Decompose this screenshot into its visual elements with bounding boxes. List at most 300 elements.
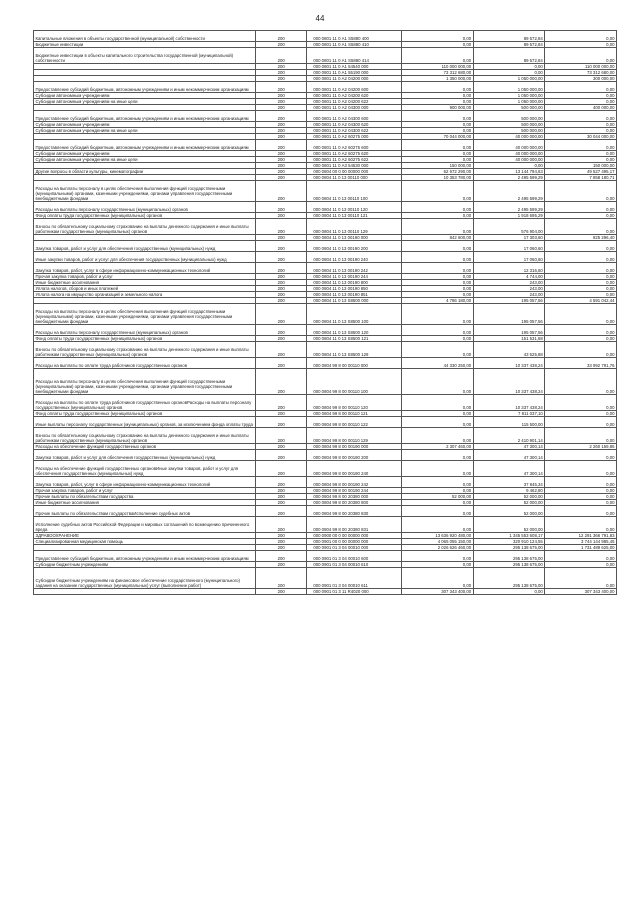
- row-executed-cell: 13 144 794,63: [473, 169, 545, 175]
- row-approved-cell: 0,00: [402, 181, 474, 202]
- table-row: [34, 219, 617, 235]
- row-budget-code-cell: 000 0804 99 8 00 00190 000: [307, 444, 402, 450]
- row-name-cell: Закупка товаров, работ, услуг в сфере информационно-коммуникационных технологий: [34, 477, 256, 488]
- row-line-code-cell: 200: [256, 369, 307, 395]
- row-approved-cell: 0,00: [402, 151, 474, 157]
- row-budget-code-cell: 000 0804 11 0 13 00110 120: [307, 202, 402, 213]
- row-budget-code-cell: 000 0804 11 0 13 00110 129: [307, 219, 402, 235]
- row-unexecuted-cell: 0,00: [545, 304, 617, 325]
- row-name-cell: Субсидии автономным учреждениям на иные цели: [34, 157, 256, 163]
- table-row: [34, 477, 617, 488]
- row-name-cell: Расходы на выплаты персоналу государственных (муниципальных) органов: [34, 325, 256, 336]
- row-line-code-cell: 200: [256, 533, 307, 539]
- row-approved-cell: 110 000 000,00: [402, 64, 474, 70]
- row-unexecuted-cell: 0,00: [545, 122, 617, 128]
- row-unexecuted-cell: 49 527 495,17: [545, 169, 617, 175]
- row-executed-cell: 40 000 000,00: [473, 151, 545, 157]
- row-approved-cell: 0,00: [402, 500, 474, 506]
- row-unexecuted-cell: 0,00: [545, 369, 617, 395]
- row-name-cell: Предоставление субсидий бюджетным, автономным учреждениям и иным некоммерческим организациям: [34, 140, 256, 151]
- row-budget-code-cell: 000 0804 11 0 13 00110 121: [307, 213, 402, 219]
- row-line-code-cell: 200: [256, 292, 307, 298]
- row-budget-code-cell: 000 0804 99 8 00 20380 800: [307, 500, 402, 506]
- row-budget-code-cell: 000 0801 11 0 А2 04300 600: [307, 111, 402, 122]
- row-name-cell: Взносы по обязательному социальному страхованию на выплаты денежного содержания и иные выплаты работникам государственных (муниципальных) органов: [34, 342, 256, 358]
- row-line-code-cell: 200: [256, 70, 307, 76]
- row-line-code-cell: 200: [256, 134, 307, 140]
- row-name-cell: Бюджетные инвестиции в объекты капитального строительства государственной (муниципальной) собственности: [34, 48, 256, 64]
- row-approved-cell: 0,00: [402, 517, 474, 533]
- row-line-code-cell: 200: [256, 450, 307, 461]
- row-executed-cell: 1 050 000,00: [473, 99, 545, 105]
- row-unexecuted-cell: 150 000,00: [545, 163, 617, 169]
- row-line-code-cell: 200: [256, 589, 307, 595]
- row-unexecuted-cell: 33 992 791,76: [545, 358, 617, 369]
- row-unexecuted-cell: 300 000,00: [545, 76, 617, 82]
- row-unexecuted-cell: 0,00: [545, 111, 617, 122]
- row-approved-cell: 0,00: [402, 31, 474, 42]
- row-budget-code-cell: 000 0804 99 8 00 00110 000: [307, 358, 402, 369]
- row-executed-cell: 0,00: [473, 70, 545, 76]
- row-approved-cell: 4 065 055 150,00: [402, 539, 474, 545]
- row-unexecuted-cell: 0,00: [545, 202, 617, 213]
- row-executed-cell: 500 000,00: [473, 122, 545, 128]
- row-line-code-cell: 200: [256, 411, 307, 417]
- row-budget-code-cell: 000 0804 11 0 13 00190 850: [307, 286, 402, 292]
- row-budget-code-cell: 000 0804 11 0 13 00190 240: [307, 252, 402, 263]
- row-unexecuted-cell: 0,00: [545, 82, 617, 93]
- table-row: [34, 169, 617, 175]
- row-line-code-cell: 200: [256, 82, 307, 93]
- row-line-code-cell: 200: [256, 181, 307, 202]
- row-budget-code-cell: 000 0804 11 0 13 S8500 000: [307, 298, 402, 304]
- table-row: [34, 140, 617, 151]
- row-name-cell: [34, 589, 256, 595]
- row-executed-cell: 0,00: [473, 64, 545, 70]
- row-line-code-cell: 200: [256, 488, 307, 494]
- row-name-cell: Расходы на обеспечение функций государственных органов: [34, 444, 256, 450]
- row-name-cell: Субсидии автономным учреждениям: [34, 151, 256, 157]
- table-row: [34, 417, 617, 428]
- row-executed-cell: 1 918 695,29: [473, 213, 545, 219]
- row-budget-code-cell: 000 0804 11 0 13 00190 851: [307, 292, 402, 298]
- row-budget-code-cell: 000 0804 99 8 00 00110 122: [307, 417, 402, 428]
- row-line-code-cell: 200: [256, 263, 307, 274]
- row-name-cell: Закупка товаров, работ и услуг для обеспечения государственных (муниципальных) нужд: [34, 450, 256, 461]
- row-name-cell: Капитальные вложения в объекты государственной (муниципальной) собственности: [34, 31, 256, 42]
- row-approved-cell: 0,00: [402, 417, 474, 428]
- row-approved-cell: 0,00: [402, 506, 474, 517]
- page-number: 44: [315, 14, 325, 23]
- row-unexecuted-cell: 4 591 042,44: [545, 298, 617, 304]
- table-row: [34, 395, 617, 411]
- row-line-code-cell: 200: [256, 169, 307, 175]
- row-approved-cell: 842 600,00: [402, 235, 474, 241]
- row-approved-cell: 0,00: [402, 292, 474, 298]
- table-body: [34, 31, 617, 595]
- row-unexecuted-cell: 0,00: [545, 181, 617, 202]
- row-line-code-cell: 200: [256, 105, 307, 111]
- row-executed-cell: 47 300,14: [473, 444, 545, 450]
- row-unexecuted-cell: 0,00: [545, 395, 617, 411]
- row-line-code-cell: 200: [256, 241, 307, 252]
- table-row: [34, 589, 617, 595]
- row-unexecuted-cell: 0,00: [545, 219, 617, 235]
- row-line-code-cell: 200: [256, 428, 307, 444]
- row-name-cell: Субсидии автономным учреждениям на иные цели: [34, 128, 256, 134]
- row-line-code-cell: 200: [256, 286, 307, 292]
- table-row: [34, 444, 617, 450]
- row-unexecuted-cell: 0,00: [545, 93, 617, 99]
- row-name-cell: Уплата налога на имущество организаций и земельного налога: [34, 292, 256, 298]
- row-name-cell: Прочие выплаты по обязательствам государства: [34, 494, 256, 500]
- row-executed-cell: 500 000,00: [473, 111, 545, 122]
- table-row: [34, 494, 617, 500]
- table-row: [34, 428, 617, 444]
- row-approved-cell: 0,00: [402, 336, 474, 342]
- row-approved-cell: 0,00: [402, 82, 474, 93]
- row-unexecuted-cell: 0,00: [545, 477, 617, 488]
- row-name-cell: Расходы на выплаты персоналу в целях обеспечения выполнения функций государственными (муниципальными) органами, казенными учреждениями, органами управления государственными внебюджетными фондами: [34, 369, 256, 395]
- row-line-code-cell: 200: [256, 202, 307, 213]
- row-name-cell: Субсидии автономным учреждениям: [34, 93, 256, 99]
- row-budget-code-cell: 000 0804 11 0 13 00190 244: [307, 274, 402, 280]
- row-approved-cell: 0,00: [402, 488, 474, 494]
- row-budget-code-cell: 000 0801 11 0 А1 S5880 414: [307, 48, 402, 64]
- row-unexecuted-cell: 0,00: [545, 342, 617, 358]
- row-approved-cell: 0,00: [402, 325, 474, 336]
- row-budget-code-cell: 000 0804 11 0 13 00110 100: [307, 181, 402, 202]
- row-approved-cell: 70 044 000,00: [402, 134, 474, 140]
- row-approved-cell: 0,00: [402, 93, 474, 99]
- row-line-code-cell: 200: [256, 417, 307, 428]
- row-name-cell: Расходы на выплаты по оплате труда работников государственных органов: [34, 358, 256, 369]
- row-executed-cell: 0,00: [473, 589, 545, 595]
- row-approved-cell: 0,00: [402, 286, 474, 292]
- row-unexecuted-cell: 0,00: [545, 292, 617, 298]
- row-executed-cell: 40 000 000,00: [473, 157, 545, 163]
- row-name-cell: Расходы на обеспечение функций государственных органовИные закупки товаров, работ и услуг для обеспечения государственных (муниципальных) нужд: [34, 461, 256, 477]
- table-row: [34, 568, 617, 589]
- row-line-code-cell: 200: [256, 500, 307, 506]
- row-budget-code-cell: 000 0804 99 8 00 00190 242: [307, 477, 402, 488]
- table-row: [34, 213, 617, 219]
- row-executed-cell: 7 811 037,10: [473, 411, 545, 417]
- row-unexecuted-cell: 0,00: [545, 42, 617, 48]
- row-executed-cell: 10 337 438,24: [473, 358, 545, 369]
- row-executed-cell: 195 057,56: [473, 325, 545, 336]
- table-row: [34, 450, 617, 461]
- row-budget-code-cell: 000 0804 11 0 13 S8500 120: [307, 325, 402, 336]
- row-approved-cell: 0,00: [402, 280, 474, 286]
- row-executed-cell: 243,00: [473, 280, 545, 286]
- table-row: [34, 263, 617, 274]
- row-line-code-cell: 200: [256, 325, 307, 336]
- row-name-cell: Уплата налогов, сборов и иных платежей: [34, 286, 256, 292]
- row-budget-code-cell: 000 0804 99 8 00 20380 830: [307, 506, 402, 517]
- row-line-code-cell: 200: [256, 539, 307, 545]
- row-unexecuted-cell: 0,00: [545, 213, 617, 219]
- row-budget-code-cell: 000 0801 11 0 А2 04200 622: [307, 99, 402, 105]
- table-row: [34, 358, 617, 369]
- row-executed-cell: 115 500,00: [473, 417, 545, 428]
- row-name-cell: Иные бюджетные ассигнования: [34, 500, 256, 506]
- row-approved-cell: 73 312 680,00: [402, 70, 474, 76]
- row-budget-code-cell: 000 0804 99 8 00 00110 129: [307, 428, 402, 444]
- table-row: [34, 241, 617, 252]
- row-executed-cell: 1 050 000,00: [473, 93, 545, 99]
- row-approved-cell: 0,00: [402, 461, 474, 477]
- row-approved-cell: 0,00: [402, 128, 474, 134]
- row-approved-cell: 0,00: [402, 551, 474, 562]
- row-unexecuted-cell: 0,00: [545, 428, 617, 444]
- row-unexecuted-cell: 825 296,40: [545, 235, 617, 241]
- row-executed-cell: 151 531,68: [473, 336, 545, 342]
- row-executed-cell: 2 410 901,14: [473, 428, 545, 444]
- table-row: [34, 336, 617, 342]
- row-unexecuted-cell: 0,00: [545, 128, 617, 134]
- row-unexecuted-cell: 0,00: [545, 551, 617, 562]
- table-row: [34, 48, 617, 64]
- row-unexecuted-cell: 2 260 159,86: [545, 444, 617, 450]
- table-row: [34, 517, 617, 533]
- row-executed-cell: 10 337 438,24: [473, 395, 545, 411]
- row-line-code-cell: 200: [256, 477, 307, 488]
- row-budget-code-cell: 000 0801 11 0 А2 04300 620: [307, 122, 402, 128]
- row-approved-cell: 0,00: [402, 42, 474, 48]
- row-line-code-cell: 200: [256, 568, 307, 589]
- table-row: [34, 128, 617, 134]
- row-name-cell: Расходы на выплаты персоналу государственных (муниципальных) органов: [34, 202, 256, 213]
- row-executed-cell: 295 138 675,00: [473, 545, 545, 551]
- row-budget-code-cell: 000 0804 00 0 00 00000 000: [307, 169, 402, 175]
- row-line-code-cell: 200: [256, 213, 307, 219]
- row-budget-code-cell: 000 0804 99 8 00 00190 240: [307, 461, 402, 477]
- row-executed-cell: 500 000,00: [473, 105, 545, 111]
- row-budget-code-cell: 000 0804 99 8 00 00190 244: [307, 488, 402, 494]
- row-line-code-cell: 200: [256, 111, 307, 122]
- row-budget-code-cell: 000 0801 11 0 А2 04300 000: [307, 105, 402, 111]
- row-executed-cell: 295 138 675,00: [473, 551, 545, 562]
- row-executed-cell: 40 000 000,00: [473, 140, 545, 151]
- row-name-cell: Фонд оплаты труда государственных (муниципальных) органов: [34, 213, 256, 219]
- row-executed-cell: 295 138 675,00: [473, 568, 545, 589]
- row-line-code-cell: 200: [256, 157, 307, 163]
- row-line-code-cell: 200: [256, 122, 307, 128]
- row-approved-cell: 0,00: [402, 304, 474, 325]
- row-unexecuted-cell: 3 744 144 985,45: [545, 539, 617, 545]
- row-line-code-cell: 200: [256, 274, 307, 280]
- row-unexecuted-cell: 110 000 000,00: [545, 64, 617, 70]
- row-executed-cell: 37 845,34: [473, 477, 545, 488]
- row-name-cell: Иные закупки товаров, работ и услуг для обеспечения государственных (муниципальных) нужд: [34, 252, 256, 263]
- row-line-code-cell: 200: [256, 128, 307, 134]
- row-approved-cell: 1 350 000,00: [402, 76, 474, 82]
- row-unexecuted-cell: 0,00: [545, 517, 617, 533]
- table-row: [34, 411, 617, 417]
- row-unexecuted-cell: 1 731 489 625,00: [545, 545, 617, 551]
- row-name-cell: Субсидии бюджетным учреждениям на финансовое обеспечение государственного (муниципального) задания на оказание государственных (муниципальных) услуг (выполнение работ): [34, 568, 256, 589]
- row-approved-cell: 44 330 250,00: [402, 358, 474, 369]
- row-executed-cell: 89 572,84: [473, 31, 545, 42]
- row-line-code-cell: 200: [256, 444, 307, 450]
- row-budget-code-cell: 000 0804 11 0 13 00190 000: [307, 235, 402, 241]
- row-line-code-cell: 200: [256, 494, 307, 500]
- row-unexecuted-cell: 0,00: [545, 461, 617, 477]
- row-name-cell: Закупка товаров, работ, услуг в сфере информационно-коммуникационных технологий: [34, 263, 256, 274]
- row-budget-code-cell: 000 0804 11 0 13 00190 800: [307, 280, 402, 286]
- row-line-code-cell: 200: [256, 562, 307, 568]
- row-budget-code-cell: 000 0801 11 0 А2 60275 000: [307, 134, 402, 140]
- row-executed-cell: 243,00: [473, 286, 545, 292]
- row-approved-cell: 0,00: [402, 111, 474, 122]
- row-line-code-cell: 200: [256, 517, 307, 533]
- row-budget-code-cell: 000 0804 11 0 13 S8500 121: [307, 336, 402, 342]
- row-line-code-cell: 200: [256, 42, 307, 48]
- row-budget-code-cell: 000 0801 11 0 А2 04300 622: [307, 128, 402, 134]
- row-budget-code-cell: 000 0801 11 0 А1 S5880 400: [307, 31, 402, 42]
- row-approved-cell: 52 000,00: [402, 494, 474, 500]
- row-executed-cell: 2 495 599,29: [473, 181, 545, 202]
- row-line-code-cell: 200: [256, 342, 307, 358]
- row-line-code-cell: 200: [256, 280, 307, 286]
- row-line-code-cell: 200: [256, 151, 307, 157]
- table-row: [34, 157, 617, 163]
- row-name-cell: Предоставление субсидий бюджетным, автономным учреждениям и иным некоммерческим организациям: [34, 551, 256, 562]
- row-approved-cell: 0,00: [402, 450, 474, 461]
- row-approved-cell: 0,00: [402, 411, 474, 417]
- row-name-cell: Расходы на выплаты персоналу в целях обеспечения выполнения функций государственными (муниципальными) органами, казенными учреждениями, органами управления государственными внебюджетными фондами: [34, 304, 256, 325]
- row-unexecuted-cell: 0,00: [545, 157, 617, 163]
- row-approved-cell: 62 672 290,00: [402, 169, 474, 175]
- row-name-cell: Субсидии автономным учреждениям на иные цели: [34, 99, 256, 105]
- row-unexecuted-cell: 0,00: [545, 286, 617, 292]
- table-row: [34, 181, 617, 202]
- row-name-cell: Взносы по обязательному социальному страхованию на выплаты денежного содержания и иные выплаты работникам государственных (муниципальных) органов: [34, 219, 256, 235]
- table-row: [34, 342, 617, 358]
- row-budget-code-cell: 000 0801 11 0 А1 54540 000: [307, 64, 402, 70]
- budget-execution-table: [33, 30, 617, 595]
- row-unexecuted-cell: 0,00: [545, 274, 617, 280]
- row-name-cell: Фонд оплаты труда государственных (муниципальных) органов: [34, 411, 256, 417]
- row-executed-cell: 9 462,80: [473, 488, 545, 494]
- row-name-cell: Прочие выплаты по обязательствам государстваИсполнение судебных актов: [34, 506, 256, 517]
- row-unexecuted-cell: 12 291 366 791,83: [545, 533, 617, 539]
- row-executed-cell: 4 744,00: [473, 274, 545, 280]
- row-name-cell: Предоставление субсидий бюджетным, автономным учреждениям и иным некоммерческим организациям: [34, 111, 256, 122]
- row-line-code-cell: 200: [256, 76, 307, 82]
- row-name-cell: Прочая закупка товаров, работ и услуг: [34, 488, 256, 494]
- row-approved-cell: 0,00: [402, 241, 474, 252]
- row-line-code-cell: 200: [256, 358, 307, 369]
- row-line-code-cell: 200: [256, 93, 307, 99]
- row-unexecuted-cell: 400 000,00: [545, 105, 617, 111]
- row-approved-cell: 0,00: [402, 140, 474, 151]
- row-executed-cell: 52 000,00: [473, 494, 545, 500]
- row-approved-cell: 0,00: [402, 99, 474, 105]
- row-approved-cell: 13 636 920 480,00: [402, 533, 474, 539]
- row-line-code-cell: 200: [256, 99, 307, 105]
- row-line-code-cell: 200: [256, 506, 307, 517]
- row-executed-cell: 89 572,84: [473, 48, 545, 64]
- row-name-cell: Расходы на выплаты персоналу в целях обеспечения выполнения функций государственными (муниципальными) органами, казенными учреждениями, органами управления государственными внебюджетными фондами: [34, 181, 256, 202]
- row-executed-cell: 47 300,14: [473, 461, 545, 477]
- row-approved-cell: 0,00: [402, 342, 474, 358]
- row-budget-code-cell: 000 0804 99 8 00 00110 120: [307, 395, 402, 411]
- row-budget-code-cell: 000 0804 99 8 00 00110 100: [307, 369, 402, 395]
- row-unexecuted-cell: 30 044 000,00: [545, 134, 617, 140]
- row-executed-cell: 10 337 438,24: [473, 369, 545, 395]
- row-executed-cell: 40 000 000,00: [473, 134, 545, 140]
- row-approved-cell: 0,00: [402, 428, 474, 444]
- row-unexecuted-cell: 0,00: [545, 241, 617, 252]
- table-row: [34, 111, 617, 122]
- budget-table-wrapper: [33, 30, 617, 595]
- row-approved-cell: 0,00: [402, 252, 474, 263]
- table-row: [34, 369, 617, 395]
- row-line-code-cell: 200: [256, 336, 307, 342]
- row-budget-code-cell: 000 0901 01 3 04 00010 611: [307, 568, 402, 589]
- row-approved-cell: 0,00: [402, 219, 474, 235]
- row-budget-code-cell: 000 0901 00 0 00 00000 000: [307, 539, 402, 545]
- row-budget-code-cell: 000 0901 01 3 04 00010 000: [307, 545, 402, 551]
- row-unexecuted-cell: 0,00: [545, 252, 617, 263]
- row-name-cell: Другие вопросы в области культуры, кинематографии: [34, 169, 256, 175]
- row-line-code-cell: 200: [256, 140, 307, 151]
- row-budget-code-cell: 000 0900 00 0 00 00000 000: [307, 533, 402, 539]
- row-name-cell: Исполнение судебных актов Российской Федерации и мировых соглашений по возмещению причиненного вреда: [34, 517, 256, 533]
- table-row: [34, 31, 617, 42]
- row-budget-code-cell: 000 0801 11 0 А2 60275 622: [307, 157, 402, 163]
- row-name-cell: Иные бюджетные ассигнования: [34, 280, 256, 286]
- row-approved-cell: 0,00: [402, 202, 474, 213]
- row-approved-cell: 0,00: [402, 263, 474, 274]
- row-unexecuted-cell: 0,00: [545, 411, 617, 417]
- row-executed-cell: 47 300,14: [473, 450, 545, 461]
- row-name-cell: Расходы на выплаты по оплате труда работников государственных органовРасходы на выплаты персоналу государственных (муниципальных) органов: [34, 395, 256, 411]
- table-row: [34, 506, 617, 517]
- row-name-cell: Субсидии бюджетным учреждениям: [34, 562, 256, 568]
- row-executed-cell: 17 303,60: [473, 235, 545, 241]
- row-approved-cell: 307 343 400,00: [402, 589, 474, 595]
- row-approved-cell: 4 786 180,00: [402, 298, 474, 304]
- row-budget-code-cell: 000 0804 99 8 00 00190 200: [307, 450, 402, 461]
- row-approved-cell: 2 026 626 460,00: [402, 545, 474, 551]
- row-executed-cell: 0,00: [473, 163, 545, 169]
- row-budget-code-cell: 000 0801 11 0 А2 60275 620: [307, 151, 402, 157]
- row-unexecuted-cell: 0,00: [545, 417, 617, 428]
- row-approved-cell: 0,00: [402, 157, 474, 163]
- row-line-code-cell: 200: [256, 252, 307, 263]
- row-unexecuted-cell: 0,00: [545, 48, 617, 64]
- row-unexecuted-cell: 0,00: [545, 500, 617, 506]
- row-approved-cell: 0,00: [402, 274, 474, 280]
- row-executed-cell: 17 060,60: [473, 241, 545, 252]
- row-executed-cell: 295 138 675,00: [473, 562, 545, 568]
- row-unexecuted-cell: 0,00: [545, 263, 617, 274]
- row-name-cell: Взносы по обязательному социальному страхованию на выплаты денежного содержания и иные выплаты работникам государственных (муниципальных) органов: [34, 428, 256, 444]
- row-executed-cell: 52 000,00: [473, 517, 545, 533]
- row-approved-cell: 900 000,00: [402, 105, 474, 111]
- row-unexecuted-cell: 0,00: [545, 488, 617, 494]
- row-executed-cell: 89 572,84: [473, 42, 545, 48]
- row-name-cell: Прочая закупка товаров, работ и услуг: [34, 274, 256, 280]
- row-executed-cell: 17 060,60: [473, 252, 545, 263]
- row-budget-code-cell: 000 0801 11 0 А2 04200 600: [307, 82, 402, 93]
- row-executed-cell: 195 057,56: [473, 298, 545, 304]
- row-budget-code-cell: 000 0804 11 0 13 S8500 129: [307, 342, 402, 358]
- row-name-cell: Специализированная медицинская помощь: [34, 539, 256, 545]
